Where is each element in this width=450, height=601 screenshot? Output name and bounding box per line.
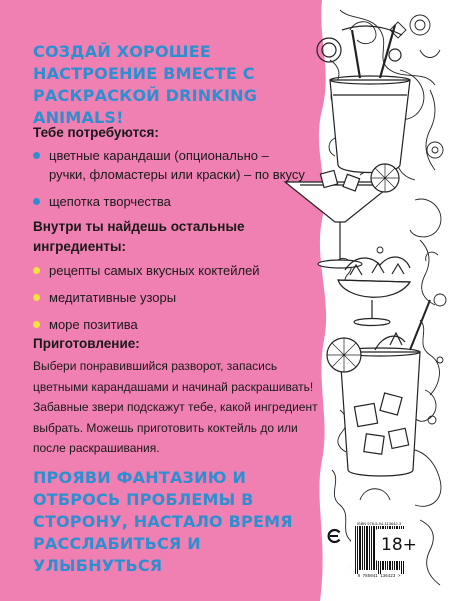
isbn-text: ISBN 978-5-04-113642-3 [356, 521, 402, 526]
inside-item-2: медитативные узоры [33, 288, 308, 307]
bullet-dot-icon [33, 294, 40, 301]
bullet-dot-icon [33, 267, 40, 274]
needs-item-1: цветные карандаши (опционально – ручки, фломастеры или краски) – по вкусу [33, 146, 308, 184]
needs-title: Тебе потребуются: [33, 125, 159, 140]
preparation-title: Приготовление: [33, 336, 140, 351]
eksmo-e-logo-icon [324, 525, 346, 547]
barcode-digits: 9 785041 136423 > [357, 575, 401, 579]
bullet-dot-icon [33, 198, 40, 205]
headline-top: СОЗДАЙ ХОРОШЕЕ НАСТРОЕНИЕ ВМЕСТЕ С РАСКРАСКОЙ DRINKING ANIMALS! [33, 42, 258, 127]
inside-title: Внутри ты найдешь остальные ингредиенты: [33, 219, 245, 254]
bullet-dot-icon [33, 152, 40, 159]
inside-item-1: рецепты самых вкусных коктейлей [33, 261, 308, 280]
needs-item-2: щепотка творчества [33, 192, 308, 211]
needs-list [33, 146, 308, 219]
bullet-dot-icon [33, 321, 40, 328]
headline-bottom: ПРОЯВИ ФАНТАЗИЮ И ОТБРОСЬ ПРОБЛЕМЫ В СТОРОНУ, НАСТАЛО ВРЕМЯ РАССЛАБИТЬСЯ И УЛЫБНУТЬСЯ [33, 468, 293, 575]
inside-list [33, 261, 308, 342]
inside-item-3: море позитива [33, 315, 308, 334]
age-rating-badge: 18+ [375, 529, 423, 561]
preparation-text: Выбери понравившийся разворот, запасись цветными карандашами и начинай раскрашивать! Забавные звери подскажут тебе, какой ингредиент выбрать. Можешь приготовить коктейль до или после раскрашивания. [33, 359, 318, 455]
